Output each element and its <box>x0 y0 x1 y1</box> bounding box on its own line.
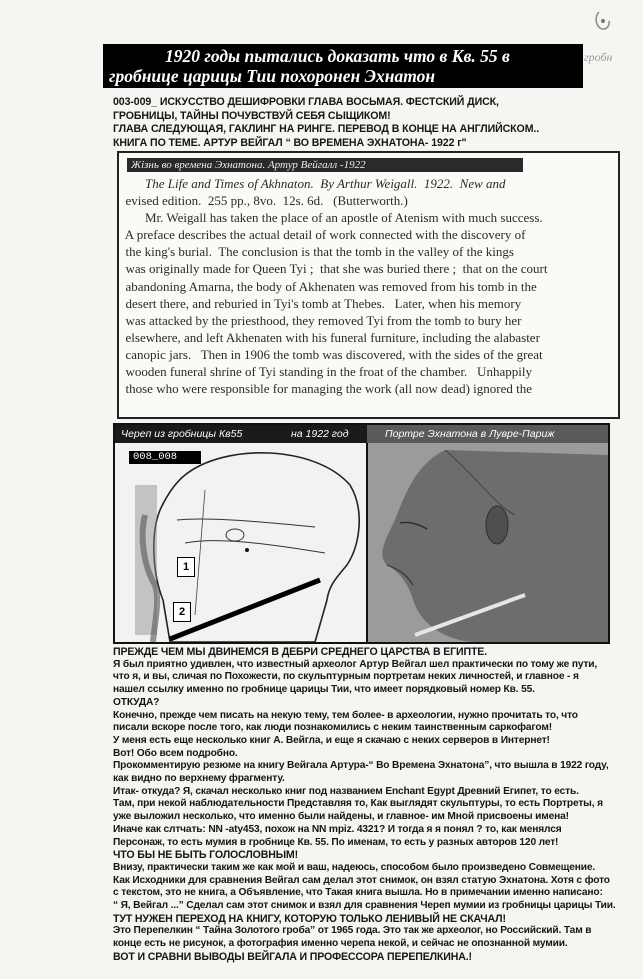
title-banner <box>103 44 583 88</box>
excerpt-line: wooden funeral shrine of Tyi standing in the froat of the chamber. Unhappily <box>119 364 532 380</box>
body-line: ОТКУДА? <box>113 696 160 708</box>
bleed-through-text: гробн <box>584 50 613 64</box>
excerpt-line: elsewhere, and left Akhenaten with his funeral furniture, including the alabaster <box>119 329 540 345</box>
body-line: как видно по верхнему фрагменту. <box>113 773 285 785</box>
excerpt-line: A preface describes the actual detail of work connected with the discovery of <box>119 227 526 243</box>
title-line-1: 1920 годы пытались доказать что в Кв. 55 в <box>165 46 510 66</box>
excerpt-line: those who were responsible for managing the work (all now dead) ignored the <box>119 381 532 397</box>
header-line: ГЛАВА СЛЕДУЮЩАЯ, ГАКЛИНГ НА РИНГЕ. ПЕРЕВОД В КОНЦЕ НА АНГЛИЙСКОМ.. <box>113 123 540 135</box>
body-heading: ВОТ И СРАВНИ ВЫВОДЫ ВЕЙГАЛА И ПРОФЕССОРА ПЕРЕПЕЛКИНА.! <box>113 950 472 963</box>
caption-portrait: Портре Эхнатона в Лувре-Париж <box>385 428 555 440</box>
excerpt-line: abandoning Amarna, the body of Akhenaten was removed from his tomb in the <box>119 278 537 294</box>
excerpt-line: was attacked by the priesthood, they removed Tyi from the tomb to bury her <box>119 312 522 328</box>
body-line: У меня есть еще несколько книг А. Вейгла, и еще я скачаю с неких серверов в Интернет! <box>113 734 550 746</box>
body-heading: ПРЕЖДЕ ЧЕМ МЫ ДВИНЕМСЯ В ДЕБРИ СРЕДНЕГО ЦАРСТВА В ЕГИПТЕ. <box>113 646 487 658</box>
excerpt-line: canopic jars. Then in 1906 the tomb was discovered, with the sides of the great <box>119 346 543 362</box>
excerpt-line: the king's burial. The conclusion is that the tomb in the valley of the kings <box>119 244 514 260</box>
header-line: КНИГА ПО ТЕМЕ. АРТУР ВЕЙГАЛ “ ВО ВРЕМЕНА ЭХНАТОНА- 1922 г" <box>113 136 467 149</box>
body-line: Конечно, прежде чем писать на некую тему, тем более- в археологии, нужно прочитать то, что <box>113 709 578 721</box>
excerpt-line: The Life and Times of Akhnaton. By Arthur Weigall. 1922. New and <box>119 176 506 191</box>
image-code-label: 008_008 <box>129 451 201 464</box>
body-line: “ Я, Вейгал ...” Сделал сам этот снимок и взял для сравнения Череп мумии из гробницы царицы Тии. <box>113 900 616 912</box>
excerpt-caption: Жізнь во времена Эхнатона. Артур Вейгалл -1922 <box>127 158 523 172</box>
body-line: Это Перепелкин “ Тайна Золотого гроба” от 1965 года. Это так же археолог, но Российский. Там в <box>113 925 592 937</box>
excerpt-line: evised edition. 255 pp., 8vo. 12s. 6d. (Butterworth.) <box>119 193 408 209</box>
marker-2: 2 <box>173 602 191 622</box>
punch-hole-mark <box>593 8 613 32</box>
excerpt-line: Mr. Weigall has taken the place of an apostle of Atenism with much success. <box>119 210 543 226</box>
body-line: что я, и вы, сличая по Похожести, по скульптурным портретам неких личностей, и главное - я <box>113 671 579 683</box>
caption-skull: Череп из гробницы Кв55 <box>121 428 243 440</box>
body-heading: ЧТО БЫ НЕ БЫТЬ ГОЛОСЛОВНЫМ! <box>113 849 298 862</box>
body-line: Иначе как слтчать: NN -aty453, похож на NN mpiz. 4321? И тогда я я понял ? то, как менялся <box>113 823 562 835</box>
article-body <box>113 646 643 964</box>
excerpt-line: desert there, and reburied in Tyi's tomb at Thebes. Later, when his memory <box>119 295 522 311</box>
header-line: ГРОБНИЦЫ, ТАЙНЫ ПОЧУВСТВУЙ СЕБЯ СЫЩИКОМ! <box>113 109 391 122</box>
body-line: Я был приятно удивлен, что известный археолог Артур Вейгал шел практически по тому же пути, <box>113 658 598 670</box>
body-line: писали вскоре после того, как люди познакомились с неким таинственным саркофагом! <box>113 722 552 734</box>
marker-1: 1 <box>177 557 195 577</box>
body-heading: ТУТ НУЖЕН ПЕРЕХОД НА КНИГУ, КОТОРУЮ ТОЛЬКО ЛЕНИВЫЙ НЕ СКАЧАЛ! <box>113 912 506 925</box>
title-line-2: гробнице царицы Тии похоронен Эхнатон <box>109 66 436 86</box>
body-line: Там, при некой наблюдательности Представляя то, Как выглядят скульптуры, то есть Портреты, я <box>113 798 603 810</box>
body-line: Вот! Обо всем подробно. <box>113 747 238 759</box>
header-line: 003-009_ ИСКУССТВО ДЕШИФРОВКИ ГЛАВА ВОСЬМАЯ. ФЕСТСКИЙ ДИСК, <box>113 96 499 108</box>
body-line: нашел ссылку именно по гробнице царицы Тии, что имеет порядковый номер Кв. 55. <box>113 684 535 696</box>
body-line: уже выложил несколько, что именно были найдены, и главное- им Мной присвоены имена! <box>113 811 569 823</box>
skull-portrait-comparison-photo <box>113 423 610 644</box>
chapter-header <box>113 96 613 150</box>
body-line: Как Исходники для сравнения Вейгал сам делал этот снимок, он взял статую Эхнатона. Хотя с фото <box>113 874 610 886</box>
body-line: конце есть не рисунок, а фотография именно черепа некой, и сейчас не опознанной мумии. <box>113 938 568 950</box>
body-line: Внизу, практически таким же как мой и ваш, надеюсь, способом было произведено Совмещение. <box>113 861 596 873</box>
excerpt-line: was originally made for Queen Tyi ; that she was buried there ; that on the court <box>119 261 548 277</box>
book-review-excerpt <box>117 151 620 419</box>
excerpt-body <box>119 175 609 397</box>
body-line: с текстом, это не книга, а Объявление, что Такая книга вышла. Но в примечании именно написано: <box>113 887 603 899</box>
body-line: Персонаж, то есть мумия в гробнице Кв. 55. По именам, то есть у разных авторов 120 лет! <box>113 836 559 848</box>
body-line: Итак- откуда? Я, скачал несколько книг под названием Enchant Egypt Древний Египет, то есть. <box>113 785 579 797</box>
body-line: Прокомментирую резюме на книгу Вейгала Артура-“ Во Времена Эхнатона”, что вышла в 1922 году, <box>113 760 609 772</box>
caption-year: на 1922 год <box>291 428 349 440</box>
